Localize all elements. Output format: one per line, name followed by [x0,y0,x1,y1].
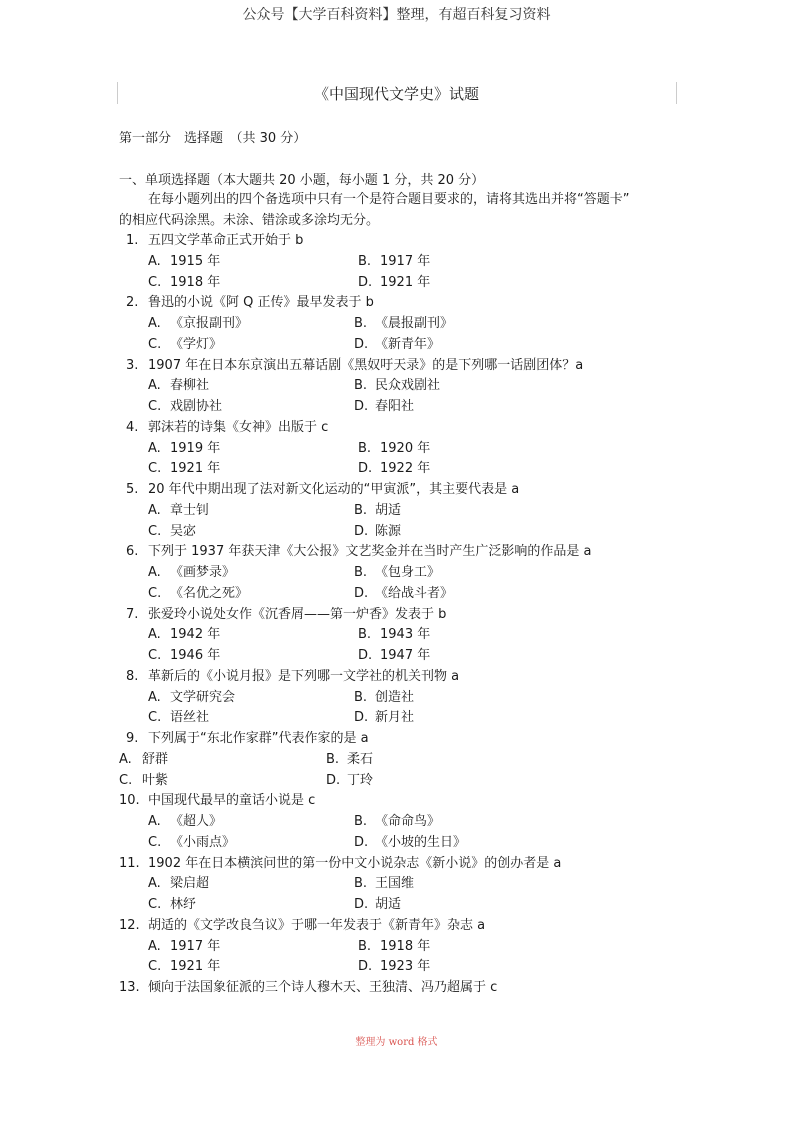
question-row [0,978,793,999]
option-row [0,812,793,833]
option-label: A. [148,378,161,394]
question-row [0,916,793,937]
section-heading: 第一部分 选择题 （共 30 分） [119,131,307,146]
option-label: C. [148,897,162,912]
option-text: 1921 年 [170,461,221,477]
question-list [0,231,793,999]
option-label: C. [148,523,162,539]
option-text: 创造社 [375,689,415,705]
option-label: A. [148,565,161,580]
option-label: D. [354,399,369,414]
option-text: 《京报副刊》 [170,316,249,331]
question-text: 郭沫若的诗集《女神》出版于 c [148,419,329,435]
option-label: C. [148,399,162,414]
option-text: 《小雨点》 [170,834,236,850]
option-text: 1922 年 [380,461,431,477]
question-row [0,854,793,875]
option-label: B. [358,627,372,643]
option-label: D. [354,336,369,352]
option-label: B. [354,689,368,705]
question-row [0,667,793,688]
option-label: D. [358,648,373,663]
question-text: 鲁迅的小说《阿 Q 正传》最早发表于 b [148,295,374,311]
question-row [0,542,793,563]
option-text: 《超人》 [170,814,223,829]
option-text: 柔石 [347,751,374,767]
option-label: A. [148,316,161,331]
option-row [0,501,793,522]
option-text: 《新青年》 [375,336,441,352]
option-row [0,771,793,792]
option-row [0,273,793,294]
option-text: 《小坡的生日》 [375,834,467,850]
option-text: 1918 年 [380,938,431,954]
option-label: B. [358,440,372,456]
option-label: B. [358,253,372,269]
option-text: 《晨报副刊》 [375,316,454,331]
option-text: 新月社 [375,710,415,726]
question-number: 1. [126,233,139,248]
option-label: B. [354,378,368,394]
option-label: B. [354,565,368,580]
question-number: 12. [119,917,140,933]
option-text: 民众戏剧社 [375,378,441,394]
option-label: C. [119,772,133,788]
question-text: 1907 年在日本东京演出五幕话剧《黑奴吁天录》的是下列哪一话剧团体？a [148,357,584,373]
question-row [0,480,793,501]
option-label: D. [358,274,373,290]
option-text: 章士钊 [170,502,210,518]
option-row [0,708,793,729]
option-label: C. [148,710,162,726]
question-text: 五四文学革命正式开始于 b [148,233,304,248]
option-row [0,957,793,978]
option-text: 1923 年 [380,959,431,975]
option-label: B. [354,876,368,892]
option-label: A. [148,627,161,643]
option-text: 《给战斗者》 [375,585,454,601]
question-text: 下列属于“东北作家群”代表作家的是 a [148,731,369,746]
option-label: A. [148,938,161,954]
option-text: 1917 年 [170,938,221,954]
option-text: 1943 年 [380,627,431,643]
question-number: 2. [126,295,139,311]
option-row [0,397,793,418]
option-text: 《包身工》 [375,565,441,580]
option-text: 1947 年 [380,648,431,663]
option-label: D. [358,461,373,477]
option-text: 陈源 [375,523,402,539]
option-row [0,563,793,584]
option-label: B. [354,502,368,518]
option-label: C. [148,274,162,290]
option-row [0,376,793,397]
instructions-line-2: 的相应代码涂黑。未涂、错涂或多涂均无分。 [119,213,380,228]
option-row [0,584,793,605]
question-row [0,729,793,750]
question-text: 中国现代最早的童话小说是 c [148,793,316,809]
part-heading: 一、单项选择题（本大题共 20 小题，每小题 1 分，共 20 分） [119,173,485,188]
option-row [0,688,793,709]
option-text: 戏剧协社 [170,399,223,414]
option-text: 王国维 [375,876,415,892]
option-label: A. [148,814,161,829]
option-text: 春柳社 [170,378,210,394]
option-row [0,439,793,460]
option-row [0,252,793,273]
option-text: 林纾 [170,897,197,912]
option-label: C. [148,336,162,352]
option-text: 胡适 [375,897,402,912]
option-row [0,937,793,958]
option-label: D. [354,834,369,850]
option-text: 胡适 [375,502,402,518]
question-number: 9. [126,731,139,746]
option-text: 《命命鸟》 [375,814,441,829]
option-label: D. [358,959,373,975]
option-label: C. [148,959,162,975]
option-label: C. [148,648,162,663]
option-label: A. [148,876,161,892]
question-number: 11. [119,855,140,871]
option-text: 语丝社 [170,710,210,726]
page-footer: 整理为 word 格式 [355,1037,438,1048]
option-label: A. [148,502,161,518]
option-label: C. [148,585,162,601]
question-text: 1902 年在日本横滨问世的第一份中文小说杂志《新小说》的创办者是 a [148,855,562,871]
option-text: 1921 年 [170,959,221,975]
option-text: 叶紫 [142,772,169,788]
question-row [0,231,793,252]
option-label: D. [354,897,369,912]
option-row [0,750,793,771]
option-text: 吴宓 [170,523,197,539]
option-text: 1919 年 [170,440,221,456]
option-label: D. [354,585,369,601]
option-text: 文学研究会 [170,689,236,705]
option-label: A. [148,689,161,705]
question-number: 10. [119,793,140,809]
option-text: 1942 年 [170,627,221,643]
option-text: 《学灯》 [170,336,223,352]
question-number: 8. [126,668,139,684]
question-number: 13. [119,980,140,995]
question-text: 革新后的《小说月报》是下列哪一文学社的机关刊物 a [148,668,460,684]
option-text: 《名优之死》 [170,585,249,601]
page-header: 公众号【大学百科资料】整理，有超百科复习资料 [242,7,551,23]
question-number: 3. [126,357,139,373]
option-text: 1915 年 [170,253,221,269]
question-text: 20 年代中期出现了法对新文化运动的“甲寅派”，其主要代表是 a [148,482,520,497]
option-row [0,833,793,854]
option-label: B. [354,316,368,331]
option-label: D. [354,710,369,726]
option-row [0,459,793,480]
option-row [0,522,793,543]
question-text: 下列于 1937 年获天津《大公报》文艺奖金并在当时产生广泛影响的作品是 a [148,544,592,560]
option-text: 丁玲 [347,772,374,788]
question-text: 张爱玲小说处女作《沉香屑——第一炉香》发表于 b [148,606,447,622]
question-number: 7. [126,606,139,622]
option-text: 1918 年 [170,274,221,290]
option-label: C. [148,461,162,477]
option-label: A. [119,751,132,767]
option-label: B. [358,938,372,954]
option-row [0,874,793,895]
option-label: C. [148,834,162,850]
question-row [0,605,793,626]
instructions-line-1: 在每小题列出的四个备选项中只有一个是符合题目要求的，请将其选出并将“答题卡” [148,192,630,207]
question-number: 5. [126,482,139,497]
option-label: D. [326,772,341,788]
option-text: 春阳社 [375,399,415,414]
option-row [0,314,793,335]
option-text: 1917 年 [380,253,431,269]
document-title: 《中国现代文学史》试题 [313,85,479,103]
question-row [0,293,793,314]
option-text: 1921 年 [380,274,431,290]
option-label: D. [354,523,369,539]
option-label: B. [326,751,340,767]
option-row [0,895,793,916]
option-text: 梁启超 [170,876,210,892]
question-row [0,356,793,377]
question-text: 倾向于法国象征派的三个诗人穆木天、王独清、冯乃超属于 c [148,980,498,995]
option-text: 1946 年 [170,648,221,663]
option-row [0,625,793,646]
option-row [0,646,793,667]
question-row [0,418,793,439]
option-text: 舒群 [142,751,169,767]
option-text: 1920 年 [380,440,431,456]
question-number: 4. [126,419,139,435]
option-text: 《画梦录》 [170,565,236,580]
question-number: 6. [126,544,139,560]
option-row [0,335,793,356]
question-row [0,791,793,812]
option-label: A. [148,440,161,456]
option-label: A. [148,253,161,269]
question-text: 胡适的《文学改良刍议》于哪一年发表于《新青年》杂志 a [148,917,486,933]
option-label: B. [354,814,368,829]
